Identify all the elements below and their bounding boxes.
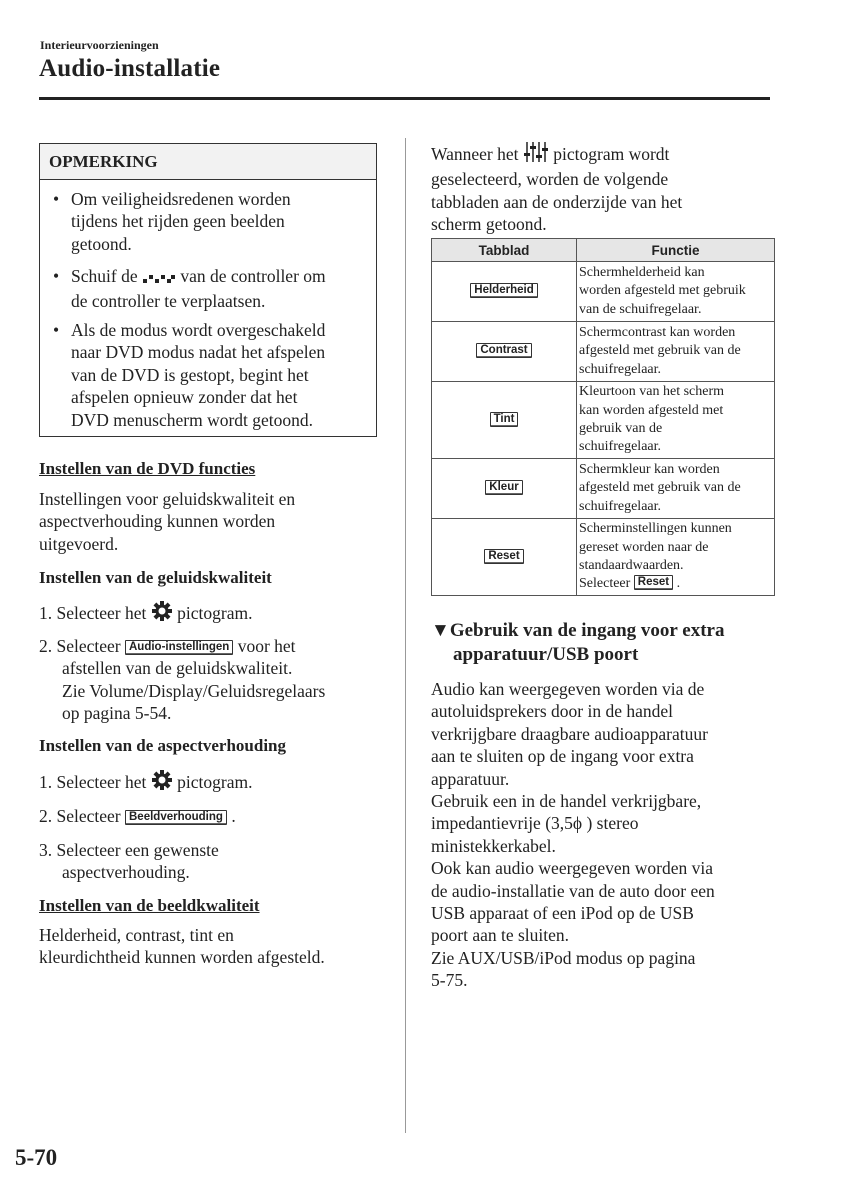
text-line: verkrijgbare draagbare audioapparatuur (431, 723, 708, 744)
note-line: de controller te verplaatsen. (71, 291, 266, 312)
note-item (53, 319, 371, 431)
tab-cell (432, 382, 577, 459)
aspect-step-3 (39, 839, 219, 884)
text-line: aspectverhouding kunnen worden (39, 511, 276, 532)
sound-heading: Instellen van de geluidskwaliteit (39, 568, 272, 587)
step-line: Zie Volume/Display/Geluidsregelaars (62, 680, 326, 701)
note-line: Als de modus wordt overgeschakeld (71, 320, 326, 340)
note-text: van de controller om (180, 266, 326, 286)
table-header-row (432, 239, 775, 262)
step-line: op pagina 5-54. (62, 703, 172, 724)
text-line: Ook kan audio weergegeven worden via (431, 858, 714, 879)
text-line: impedantievrije (3,5ϕ ) stereo (431, 813, 639, 834)
function-cell (577, 262, 775, 322)
cell-line: schuifregelaar. (579, 439, 662, 455)
table-row (432, 322, 775, 382)
cell-line: gebruik van de (579, 421, 663, 436)
note-line: van de DVD is gestopt, begint het (71, 364, 309, 385)
aspect-heading: Instellen van de aspectverhouding (39, 736, 286, 755)
text-line: geselecteerd, worden de volgende (431, 169, 669, 190)
cell-line: Scherminstellingen kunnen (579, 521, 732, 537)
note-line: getoond. (71, 233, 132, 254)
sound-step-2 (39, 635, 325, 725)
text-line: Audio kan weergegeven worden via de (431, 679, 705, 699)
intro-text: pictogram wordt (553, 144, 670, 164)
note-line: tijdens het rijden geen beelden (71, 211, 285, 232)
dvd-functions-heading: Instellen van de DVD functies (39, 459, 256, 478)
text-line: USB apparaat of een iPod op de USB (431, 903, 694, 924)
cell-line: Kleurtoon van het scherm (579, 384, 725, 400)
table-row (432, 382, 775, 459)
controller-pad-icon (142, 268, 176, 290)
aspect-ratio-button: Beeldverhouding (125, 810, 227, 825)
bullet: • (53, 189, 60, 209)
cell-line: schuifregelaar. (579, 361, 662, 377)
step-text: . (231, 806, 236, 826)
note-heading: OPMERKING (40, 144, 376, 180)
cell-line: kan worden afgesteld met (579, 402, 724, 418)
tab-reset-button: Reset (484, 549, 523, 564)
cell-text: . (676, 576, 681, 592)
reset-button: Reset (634, 575, 673, 590)
note-text: Schuif de (71, 266, 138, 286)
equalizer-icon (523, 141, 549, 168)
cell-line: standaardwaarden. (579, 558, 684, 573)
image-quality-text (39, 924, 325, 969)
aspect-step-2 (39, 805, 236, 827)
title-rule (39, 97, 770, 100)
tab-color-button: Kleur (485, 480, 522, 495)
text-line: Zie AUX/USB/iPod modus op pagina (431, 947, 696, 968)
text-line: tabbladen aan de onderzijde van het (431, 191, 683, 212)
step-text: 1. Selecteer het (39, 603, 147, 623)
table-row (432, 459, 775, 519)
step-text: voor het (237, 636, 296, 656)
tab-function-table (431, 238, 775, 596)
step-text: 2. Selecteer (39, 636, 121, 656)
tab-cell (432, 262, 577, 322)
text-line: 5-75. (431, 970, 468, 991)
triangle-down-icon: ▼ (431, 620, 450, 641)
note-line: naar DVD modus nadat het afspelen (71, 342, 326, 363)
text-line: apparatuur. (431, 768, 510, 789)
cell-line: Schermhelderheid kan (579, 264, 705, 280)
column-header: Functie (577, 239, 775, 262)
tab-cell (432, 519, 577, 596)
bullet: • (53, 266, 60, 286)
bullet: • (53, 320, 60, 340)
text-line: aan te sluiten op de ingang voor extra (431, 746, 694, 767)
dvd-intro (39, 488, 295, 555)
tab-cell (432, 322, 577, 382)
text-line: ministekkerkabel. (431, 835, 556, 856)
step-text: pictogram. (177, 772, 253, 792)
cell-line: van de schuifregelaar. (579, 301, 702, 317)
note-line: afspelen opnieuw zonder dat het (71, 387, 298, 408)
aux-usb-text (431, 678, 776, 992)
function-cell (577, 459, 775, 519)
text-line: autoluidsprekers door in de handel (431, 701, 674, 722)
function-cell (577, 382, 775, 459)
column-divider (405, 138, 406, 1133)
note-line: DVD menuscherm wordt getoond. (71, 409, 314, 430)
tab-brightness-button: Helderheid (470, 283, 537, 298)
table-row (432, 262, 775, 322)
aux-usb-heading (431, 619, 776, 667)
section-label: Interieurvoorzieningen (40, 38, 159, 52)
aspect-step-1 (39, 769, 252, 796)
function-cell (577, 519, 775, 596)
heading-text: apparatuur/USB poort (453, 644, 639, 665)
step-line: afstellen van de geluidskwaliteit. (62, 658, 293, 679)
gear-icon (151, 769, 173, 796)
step-text: 2. Selecteer (39, 806, 121, 826)
cell-line: afgesteld met gebruik van de (579, 343, 741, 359)
text-line: Gebruik een in de handel verkrijgbare, (431, 791, 702, 812)
tab-tint-button: Tint (490, 412, 519, 427)
step-text: pictogram. (177, 603, 253, 623)
text-line: scherm getoond. (431, 214, 547, 235)
text-line: uitgevoerd. (39, 533, 119, 554)
cell-line: schuifregelaar. (579, 498, 662, 514)
image-quality-heading: Instellen van de beeldkwaliteit (39, 896, 260, 915)
cell-line: Schermcontrast kan worden (579, 324, 736, 340)
cell-text: Selecteer (579, 576, 631, 592)
note-box (39, 143, 377, 437)
intro-text: Wanneer het (431, 144, 519, 164)
cell-line: Schermkleur kan worden (579, 461, 720, 477)
step-line: 3. Selecteer een gewenste (39, 840, 219, 860)
step-line: aspectverhouding. (62, 862, 190, 883)
page-title: Audio-installatie (39, 55, 221, 82)
function-cell (577, 322, 775, 382)
gear-icon (151, 600, 173, 627)
note-item (53, 265, 371, 313)
cell-line: worden afgesteld met gebruik (579, 283, 746, 299)
text-line: Instellingen voor geluidskwaliteit en (39, 489, 296, 509)
note-item (53, 188, 371, 255)
cell-line: afgesteld met gebruik van de (579, 480, 741, 496)
sound-step-1 (39, 600, 252, 627)
note-line: Om veiligheidsredenen worden (71, 189, 291, 209)
table-row (432, 519, 775, 596)
text-line: kleurdichtheid kunnen worden afgesteld. (39, 947, 325, 968)
right-intro (431, 141, 682, 236)
text-line: de audio-installatie van de auto door een (431, 880, 715, 901)
cell-line: gereset worden naar de (579, 539, 709, 555)
text-line: poort aan te sluiten. (431, 925, 570, 946)
page-number: 5-70 (15, 1145, 58, 1170)
audio-settings-button: Audio-instellingen (125, 640, 233, 655)
heading-text: Gebruik van de ingang voor extra (449, 620, 725, 641)
text-line: Helderheid, contrast, tint en (39, 925, 234, 945)
step-text: 1. Selecteer het (39, 772, 147, 792)
tab-contrast-button: Contrast (476, 343, 531, 358)
tab-cell (432, 459, 577, 519)
column-header: Tabblad (432, 239, 577, 262)
